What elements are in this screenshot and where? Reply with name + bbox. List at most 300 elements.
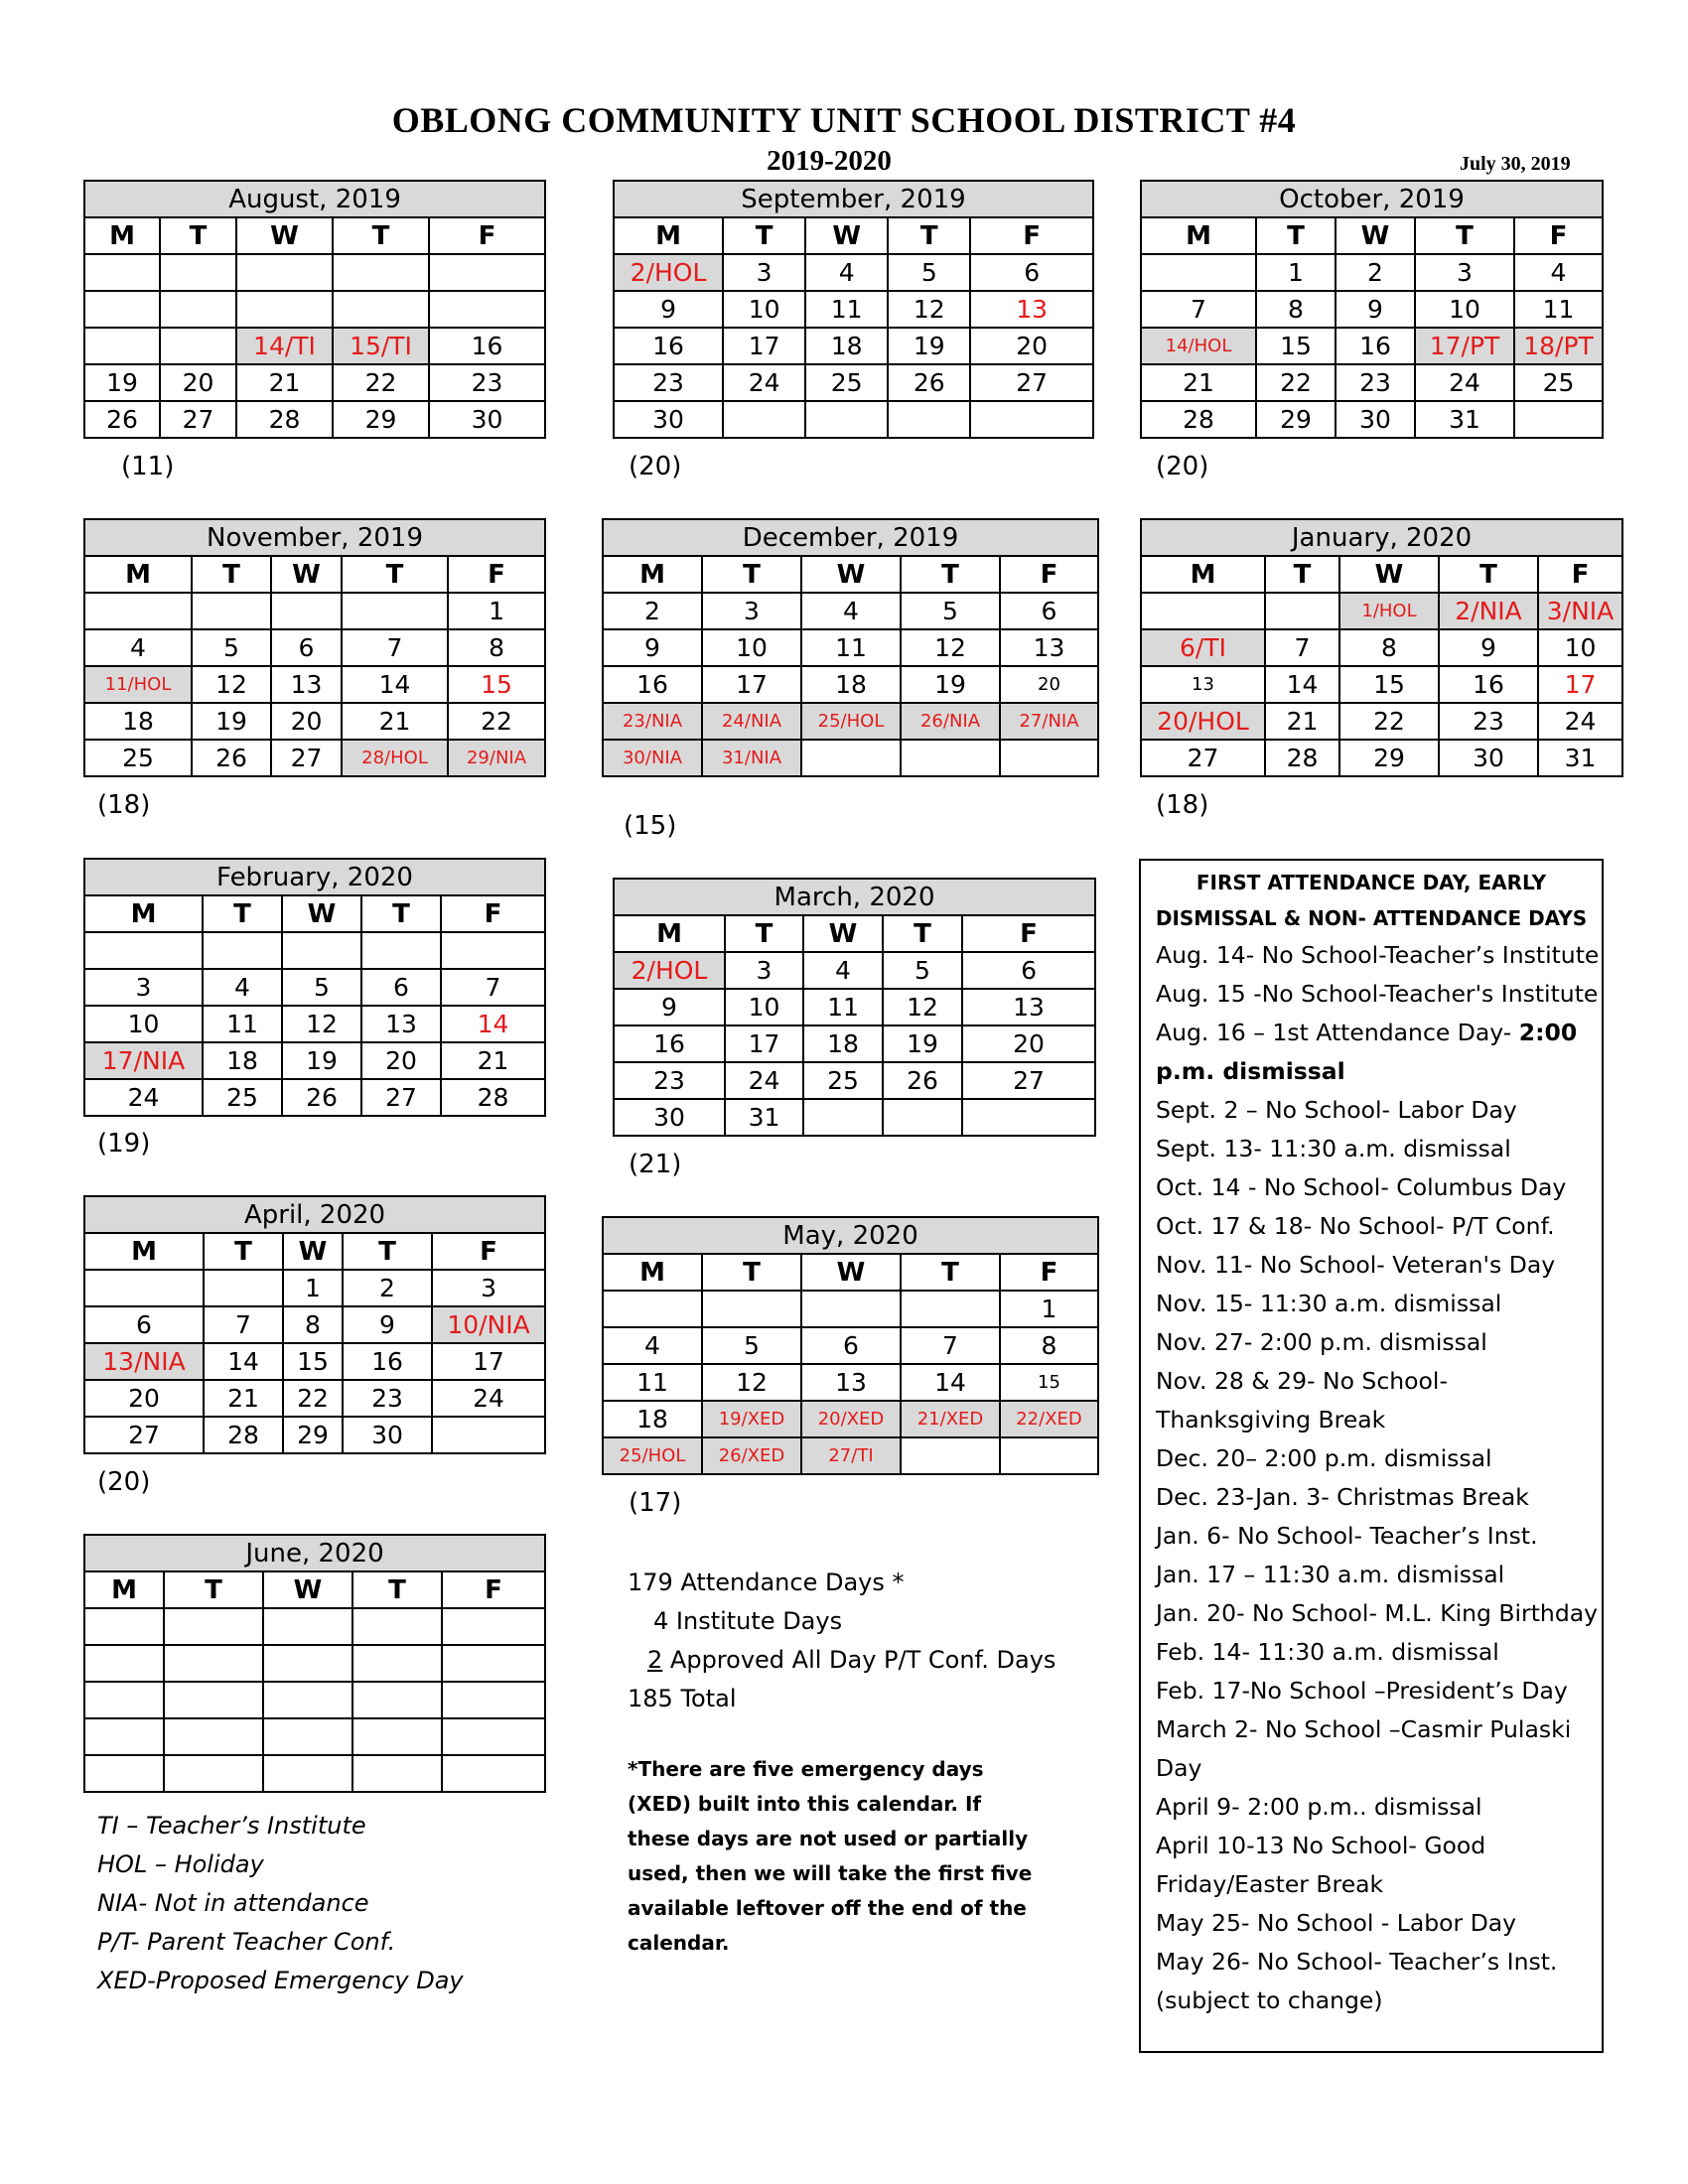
day-cell: 26/XED	[702, 1437, 801, 1474]
week-row	[84, 1755, 545, 1792]
month-table	[1140, 518, 1623, 777]
day-cell	[263, 1645, 352, 1682]
day-cell: 5	[702, 1327, 801, 1364]
day-cell: 20	[84, 1380, 204, 1417]
day-cell: 20/XED	[801, 1401, 901, 1437]
day-cell	[352, 1608, 442, 1645]
weekday-label: T	[333, 217, 429, 254]
day-cell	[352, 1755, 442, 1792]
week-row	[603, 1437, 1098, 1474]
weekday-header	[84, 1571, 545, 1608]
month-calendar	[83, 518, 544, 777]
day-cell	[1000, 740, 1098, 776]
day-cell	[1141, 254, 1256, 291]
day-cell: 13	[801, 1364, 901, 1401]
day-cell: 9	[614, 989, 725, 1025]
day-cell	[84, 1718, 164, 1755]
week-row	[1141, 364, 1603, 401]
day-cell: 7	[204, 1306, 283, 1343]
day-cell: 25/HOL	[603, 1437, 702, 1474]
event-item: Jan. 17 – 11:30 a.m. dismissal	[1156, 1561, 1505, 1588]
event-item: Sept. 13- 11:30 a.m. dismissal	[1156, 1135, 1511, 1162]
day-cell: 22	[1256, 364, 1336, 401]
day-cell: 6/TI	[1141, 629, 1265, 666]
day-cell: 14	[901, 1364, 1000, 1401]
weekday-label: T	[901, 1254, 1000, 1291]
month-title: February, 2020	[84, 859, 545, 895]
day-cell	[429, 254, 545, 291]
month-title: April, 2020	[84, 1196, 545, 1233]
day-cell: 23	[1336, 364, 1415, 401]
week-row	[84, 1417, 545, 1453]
day-cell: 31	[1538, 740, 1622, 776]
day-cell: 20/HOL	[1141, 703, 1265, 740]
week-row	[603, 1364, 1098, 1401]
day-cell	[164, 1608, 263, 1645]
day-cell: 8	[283, 1306, 343, 1343]
month-table	[602, 1216, 1099, 1475]
pt-conf-count: 2	[647, 1646, 663, 1674]
day-cell: 18	[803, 1025, 883, 1062]
day-cell: 4	[1514, 254, 1603, 291]
day-cell	[1265, 593, 1339, 629]
event-item: Dec. 20– 2:00 p.m. dismissal	[1156, 1444, 1492, 1472]
day-cell: 3	[84, 969, 203, 1006]
day-cell: 23	[429, 364, 545, 401]
month-calendar	[83, 858, 544, 1117]
week-row	[1141, 629, 1622, 666]
day-cell: 24	[1415, 364, 1514, 401]
day-cell: 14/HOL	[1141, 328, 1256, 364]
day-cell: 22	[448, 703, 545, 740]
day-cell: 12	[888, 291, 970, 328]
events-heading	[1141, 865, 1602, 936]
weekday-label: W	[283, 1233, 343, 1270]
day-cell: 17	[1538, 666, 1622, 703]
day-cell: 16	[614, 328, 723, 364]
month-title: January, 2020	[1141, 519, 1622, 556]
day-cell	[702, 1291, 801, 1327]
weekday-header	[84, 217, 545, 254]
day-cell: 4	[84, 629, 192, 666]
day-cell	[342, 593, 448, 629]
weekday-label: T	[1439, 556, 1538, 593]
day-cell	[803, 1099, 883, 1136]
weekday-label: F	[970, 217, 1093, 254]
day-cell: 25	[805, 364, 888, 401]
day-cell	[84, 291, 160, 328]
event-item: Nov. 28 & 29- No School-	[1156, 1367, 1448, 1395]
day-cell: 10	[84, 1006, 203, 1042]
day-cell: 15	[283, 1343, 343, 1380]
day-cell: 24	[1538, 703, 1622, 740]
month-calendar	[83, 1195, 544, 1454]
day-cell: 9	[603, 629, 702, 666]
day-cell: 26	[84, 401, 160, 438]
event-item: Feb. 14- 11:30 a.m. dismissal	[1156, 1638, 1499, 1666]
month-table	[613, 878, 1096, 1137]
pt-conf-days	[628, 1641, 1055, 1680]
day-cell: 11	[203, 1006, 282, 1042]
week-row	[1141, 291, 1603, 328]
weekday-label: T	[888, 217, 970, 254]
day-cell: 5	[192, 629, 271, 666]
day-cell: 3/NIA	[1538, 593, 1622, 629]
week-row	[1141, 703, 1622, 740]
day-cell: 16	[614, 1025, 725, 1062]
weekday-label: M	[84, 1571, 164, 1608]
weekday-label: T	[702, 556, 801, 593]
legend-item: TI – Teacher’s Institute	[97, 1812, 366, 1840]
day-cell	[432, 1417, 545, 1453]
month-title: August, 2019	[84, 181, 545, 217]
month-calendar	[83, 180, 544, 439]
event-item: Nov. 11- No School- Veteran's Day	[1156, 1251, 1556, 1279]
day-cell: 12	[702, 1364, 801, 1401]
day-cell: 2/HOL	[614, 254, 723, 291]
day-cell	[160, 254, 236, 291]
event-item: Friday/Easter Break	[1156, 1870, 1384, 1898]
weekday-label: F	[962, 915, 1095, 952]
week-row	[603, 629, 1098, 666]
day-cell: 29	[333, 401, 429, 438]
week-row	[84, 703, 545, 740]
attendance-count: (18)	[97, 790, 151, 820]
week-row	[1141, 328, 1603, 364]
weekday-label: T	[883, 915, 962, 952]
weekday-header	[84, 895, 545, 932]
month-calendar	[602, 1216, 1097, 1475]
attendance-count: (19)	[97, 1129, 151, 1159]
day-cell: 2	[603, 593, 702, 629]
weekday-label: M	[84, 556, 192, 593]
day-cell: 27	[962, 1062, 1095, 1099]
day-cell: 26/NIA	[901, 703, 1000, 740]
day-cell: 26	[192, 740, 271, 776]
month-title: June, 2020	[84, 1535, 545, 1571]
events-box	[1139, 859, 1604, 2053]
week-row	[84, 401, 545, 438]
weekday-label: W	[801, 556, 901, 593]
day-cell: 17	[723, 328, 805, 364]
day-cell: 30/NIA	[603, 740, 702, 776]
day-cell: 18	[603, 1401, 702, 1437]
day-cell: 14	[204, 1343, 283, 1380]
day-cell	[723, 401, 805, 438]
day-cell: 6	[361, 969, 441, 1006]
day-cell: 22	[1339, 703, 1439, 740]
event-item: (subject to change)	[1156, 1986, 1383, 2014]
day-cell: 19	[192, 703, 271, 740]
day-cell: 22/XED	[1000, 1401, 1098, 1437]
week-row	[84, 740, 545, 776]
event-item: April 9- 2:00 p.m.. dismissal	[1156, 1793, 1482, 1821]
month-calendar	[83, 1534, 544, 1793]
day-cell	[962, 1099, 1095, 1136]
day-cell: 24	[723, 364, 805, 401]
day-cell: 14	[1265, 666, 1339, 703]
day-cell: 29	[283, 1417, 343, 1453]
day-cell: 3	[432, 1270, 545, 1306]
day-cell: 28	[204, 1417, 283, 1453]
week-row	[84, 1380, 545, 1417]
day-cell: 12	[192, 666, 271, 703]
week-row	[84, 593, 545, 629]
day-cell: 28/HOL	[342, 740, 448, 776]
day-cell: 28	[1265, 740, 1339, 776]
day-cell	[271, 593, 342, 629]
weekday-label: W	[263, 1571, 352, 1608]
day-cell: 13	[962, 989, 1095, 1025]
day-cell: 9	[343, 1306, 432, 1343]
day-cell: 16	[429, 328, 545, 364]
weekday-header	[614, 217, 1093, 254]
day-cell: 4	[801, 593, 901, 629]
day-cell	[441, 932, 545, 969]
week-row	[614, 952, 1095, 989]
day-cell: 26	[282, 1079, 361, 1116]
event-item: Aug. 15 -No School-Teacher's Institute	[1156, 980, 1599, 1008]
day-cell: 15	[1256, 328, 1336, 364]
day-cell: 21	[204, 1380, 283, 1417]
week-row	[84, 1718, 545, 1755]
weekday-label: W	[1336, 217, 1415, 254]
day-cell: 24/NIA	[702, 703, 801, 740]
day-cell: 20	[970, 328, 1093, 364]
day-cell: 25	[203, 1079, 282, 1116]
day-cell: 12	[282, 1006, 361, 1042]
day-cell	[263, 1755, 352, 1792]
weekday-label: T	[702, 1254, 801, 1291]
events-heading-line: FIRST ATTENDANCE DAY, EARLY	[1196, 871, 1547, 894]
weekday-header	[84, 556, 545, 593]
day-cell: 11	[1514, 291, 1603, 328]
day-cell: 27/NIA	[1000, 703, 1098, 740]
day-cell: 3	[723, 254, 805, 291]
day-cell: 23	[343, 1380, 432, 1417]
event-item: Day	[1156, 1754, 1202, 1782]
week-row	[84, 1306, 545, 1343]
day-cell: 30	[614, 1099, 725, 1136]
day-cell: 20	[361, 1042, 441, 1079]
month-table	[613, 180, 1094, 439]
week-row	[84, 1608, 545, 1645]
weekday-label: T	[342, 556, 448, 593]
day-cell	[263, 1682, 352, 1718]
day-cell	[84, 254, 160, 291]
day-cell: 27/TI	[801, 1437, 901, 1474]
day-cell: 15	[1000, 1364, 1098, 1401]
attendance-count: (17)	[629, 1488, 682, 1518]
day-cell: 31	[725, 1099, 803, 1136]
day-cell: 18	[801, 666, 901, 703]
event-item: May 26- No School- Teacher’s Inst.	[1156, 1948, 1558, 1976]
week-row	[614, 364, 1093, 401]
day-cell: 10/NIA	[432, 1306, 545, 1343]
week-row	[603, 1401, 1098, 1437]
weekday-label: W	[805, 217, 888, 254]
day-cell: 20	[271, 703, 342, 740]
week-row	[84, 1006, 545, 1042]
month-table	[83, 858, 546, 1117]
attendance-days: 179 Attendance Days *	[628, 1569, 905, 1596]
week-row	[84, 254, 545, 291]
day-cell: 15	[1339, 666, 1439, 703]
event-item: Nov. 15- 11:30 a.m. dismissal	[1156, 1290, 1502, 1317]
week-row	[603, 1291, 1098, 1327]
day-cell: 18	[203, 1042, 282, 1079]
day-cell: 19	[282, 1042, 361, 1079]
day-cell	[236, 291, 333, 328]
week-row	[84, 1682, 545, 1718]
weekday-label: M	[614, 217, 723, 254]
day-cell: 7	[441, 969, 545, 1006]
attendance-count: (21)	[629, 1150, 682, 1179]
weekday-label: T	[361, 895, 441, 932]
day-cell: 3	[702, 593, 801, 629]
day-cell: 25	[1514, 364, 1603, 401]
attendance-count: (15)	[624, 811, 677, 841]
month-title: November, 2019	[84, 519, 545, 556]
weekday-label: M	[84, 1233, 204, 1270]
day-cell	[429, 291, 545, 328]
day-cell	[84, 1270, 204, 1306]
day-cell: 27	[970, 364, 1093, 401]
day-cell: 27	[271, 740, 342, 776]
attendance-count: (20)	[97, 1467, 151, 1497]
day-cell: 11	[603, 1364, 702, 1401]
day-cell: 25	[803, 1062, 883, 1099]
day-cell: 21	[1141, 364, 1256, 401]
day-cell: 7	[342, 629, 448, 666]
day-cell: 20	[1000, 666, 1098, 703]
day-cell: 6	[84, 1306, 204, 1343]
weekday-label: M	[603, 1254, 702, 1291]
day-cell: 14/TI	[236, 328, 333, 364]
weekday-label: M	[614, 915, 725, 952]
weekday-label: W	[236, 217, 333, 254]
day-cell: 10	[725, 989, 803, 1025]
events-list	[1141, 936, 1602, 2020]
day-cell	[263, 1608, 352, 1645]
event-item: May 25- No School - Labor Day	[1156, 1909, 1517, 1937]
day-cell	[1000, 1437, 1098, 1474]
weekday-label: M	[84, 895, 203, 932]
day-cell: 28	[1141, 401, 1256, 438]
day-cell: 14	[342, 666, 448, 703]
day-cell: 12	[901, 629, 1000, 666]
day-cell	[442, 1755, 545, 1792]
day-cell: 13/NIA	[84, 1343, 204, 1380]
week-row	[84, 629, 545, 666]
week-row	[603, 1327, 1098, 1364]
event-item	[1156, 1014, 1602, 1052]
legend-item: NIA- Not in attendance	[97, 1889, 369, 1917]
week-row	[614, 401, 1093, 438]
day-cell: 19	[84, 364, 160, 401]
day-cell	[84, 328, 160, 364]
day-cell: 6	[962, 952, 1095, 989]
week-row	[1141, 593, 1622, 629]
day-cell: 2	[1336, 254, 1415, 291]
day-cell: 23/NIA	[603, 703, 702, 740]
day-cell	[203, 932, 282, 969]
month-table	[83, 518, 546, 777]
day-cell	[361, 932, 441, 969]
day-cell: 30	[614, 401, 723, 438]
weekday-label: T	[204, 1233, 283, 1270]
day-cell: 20	[160, 364, 236, 401]
weekday-label: F	[1514, 217, 1603, 254]
event-item: April 10-13 No School- Good	[1156, 1832, 1486, 1859]
day-cell: 2/NIA	[1439, 593, 1538, 629]
day-cell	[333, 291, 429, 328]
month-calendar	[613, 180, 1094, 439]
week-row	[84, 969, 545, 1006]
day-cell: 11/HOL	[84, 666, 192, 703]
event-text-bold: 2:00	[1518, 1019, 1578, 1046]
week-row	[84, 364, 545, 401]
total-days: 185 Total	[628, 1685, 737, 1712]
day-cell: 24	[432, 1380, 545, 1417]
day-cell: 29	[1339, 740, 1439, 776]
legend-item: XED-Proposed Emergency Day	[97, 1967, 464, 1994]
day-cell: 30	[1336, 401, 1415, 438]
weekday-label: M	[603, 556, 702, 593]
weekday-label: T	[160, 217, 236, 254]
attendance-count: (20)	[629, 452, 682, 481]
day-cell: 27	[84, 1417, 204, 1453]
day-cell	[352, 1645, 442, 1682]
day-cell	[164, 1682, 263, 1718]
attendance-count: (18)	[1156, 790, 1209, 820]
day-cell: 18	[805, 328, 888, 364]
week-row	[603, 703, 1098, 740]
event-item: Jan. 6- No School- Teacher’s Inst.	[1156, 1522, 1538, 1550]
day-cell: 3	[725, 952, 803, 989]
day-cell: 21	[342, 703, 448, 740]
event-item: Aug. 14- No School-Teacher’s Institute	[1156, 941, 1600, 969]
month-title: September, 2019	[614, 181, 1093, 217]
week-row	[614, 254, 1093, 291]
month-table	[602, 518, 1099, 777]
weekday-label: F	[1538, 556, 1622, 593]
day-cell: 9	[614, 291, 723, 328]
day-cell: 8	[1339, 629, 1439, 666]
day-cell	[801, 1291, 901, 1327]
weekday-label: M	[84, 217, 160, 254]
weekday-label: T	[1415, 217, 1514, 254]
day-cell: 18	[84, 703, 192, 740]
day-cell: 19	[883, 1025, 962, 1062]
day-cell: 11	[801, 629, 901, 666]
day-cell: 23	[614, 1062, 725, 1099]
day-cell	[801, 740, 901, 776]
day-cell: 19	[901, 666, 1000, 703]
day-cell: 13	[1141, 666, 1265, 703]
day-cell: 4	[603, 1327, 702, 1364]
pt-conf-label: Approved All Day P/T Conf. Days	[662, 1646, 1056, 1674]
weekday-header	[1141, 217, 1603, 254]
day-cell: 23	[614, 364, 723, 401]
day-cell: 5	[282, 969, 361, 1006]
month-calendar	[1140, 180, 1602, 439]
day-cell: 24	[725, 1062, 803, 1099]
week-row	[1141, 740, 1622, 776]
day-cell: 21	[236, 364, 333, 401]
weekday-label: T	[725, 915, 803, 952]
day-cell: 12	[883, 989, 962, 1025]
